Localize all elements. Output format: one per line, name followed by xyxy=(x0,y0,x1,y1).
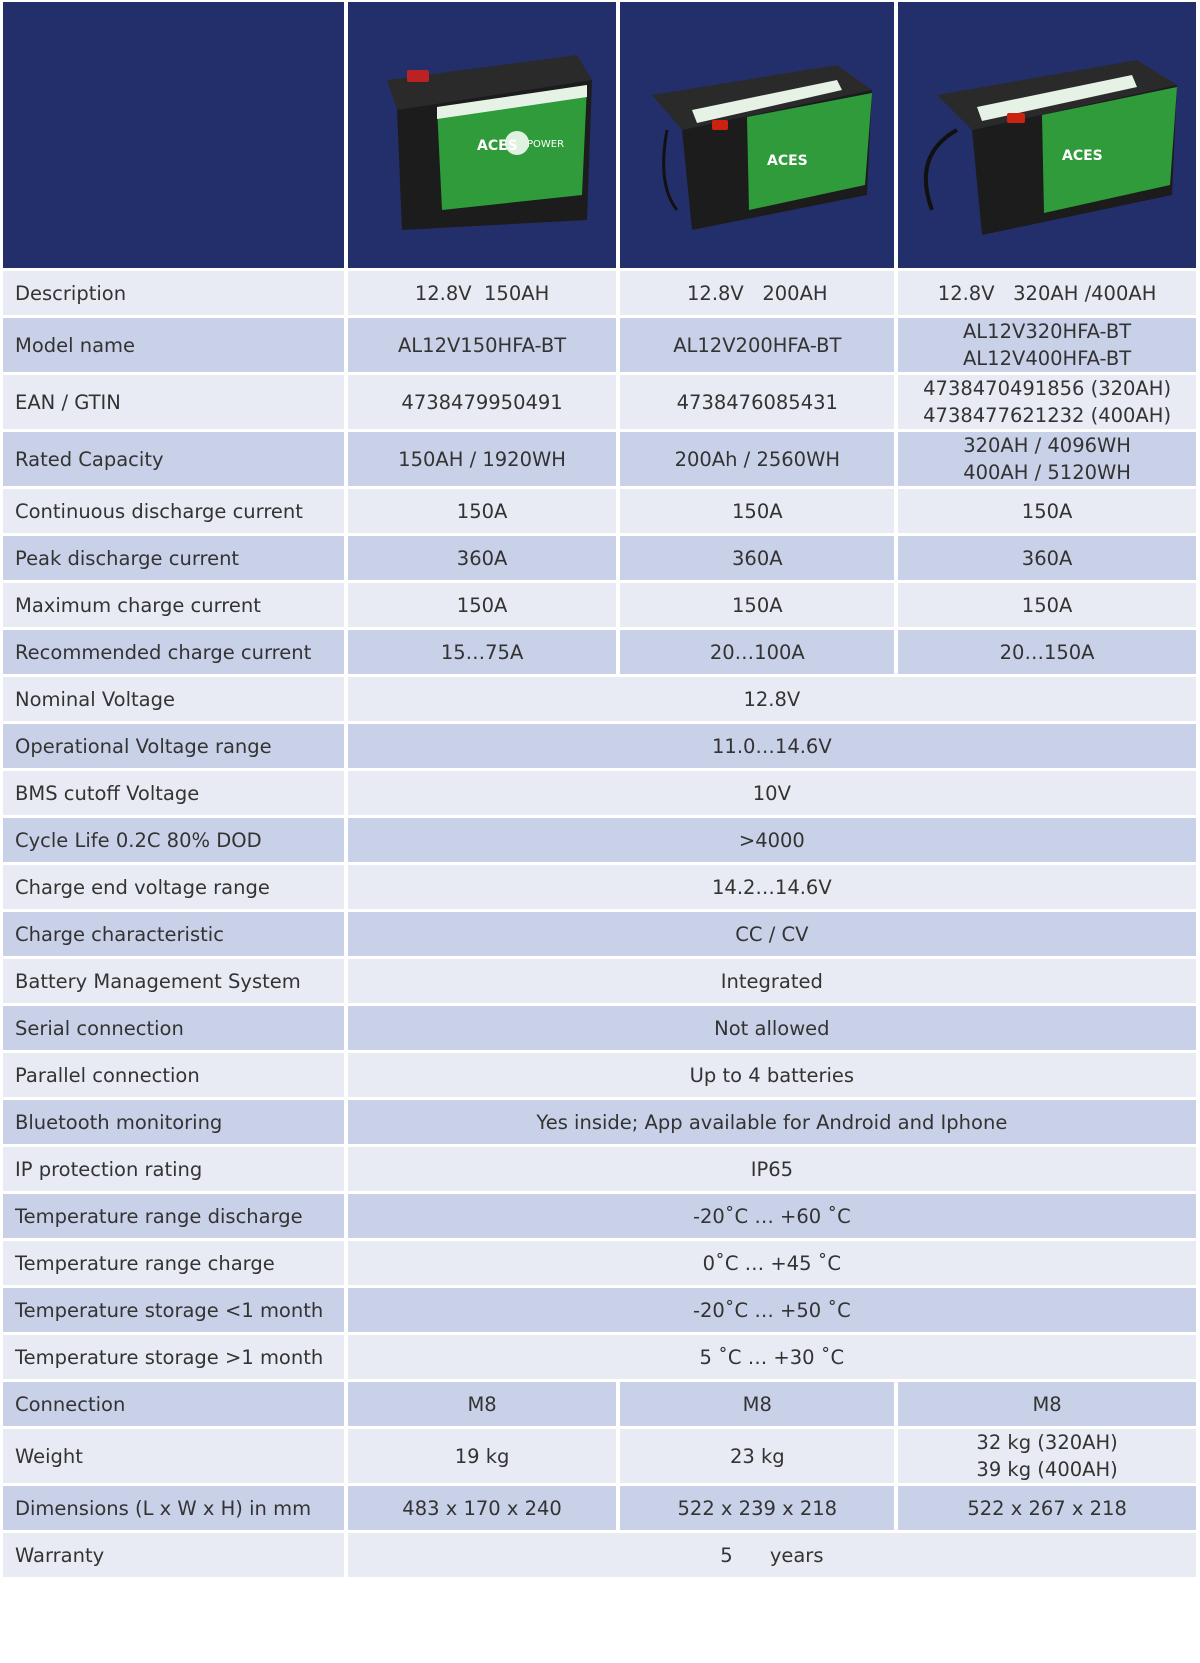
spec-value: Integrated xyxy=(348,959,1196,1003)
spec-value-line: 522 x 267 x 218 xyxy=(967,1496,1127,1520)
spec-value-line: 19 kg xyxy=(454,1444,510,1468)
spec-value xyxy=(348,1382,617,1426)
spec-value: CC / CV xyxy=(348,912,1196,956)
spec-value xyxy=(620,630,894,674)
spec-label: Operational Voltage range xyxy=(3,724,344,768)
spec-label: Continuous discharge current xyxy=(3,489,344,533)
battery-320-400ah-image xyxy=(912,35,1182,235)
spec-value-line: 150A xyxy=(1021,499,1073,523)
spec-value-line: 23 kg xyxy=(729,1444,785,1468)
spec-value-line: 360A xyxy=(456,546,508,570)
spec-label: BMS cutoff Voltage xyxy=(3,771,344,815)
spec-row xyxy=(3,630,1196,674)
spec-value xyxy=(898,1382,1196,1426)
spec-value xyxy=(898,1486,1196,1530)
spec-value-line: M8 xyxy=(467,1392,497,1416)
spec-row xyxy=(3,1288,1196,1332)
battery-150ah-image xyxy=(367,35,597,235)
spec-row xyxy=(3,912,1196,956)
spec-value: 5 ˚C … +30 ˚C xyxy=(348,1335,1196,1379)
spec-value xyxy=(620,489,894,533)
spec-row xyxy=(3,1486,1196,1530)
spec-value-line: 12.8V 320AH /400AH xyxy=(937,281,1157,305)
spec-value-line: 4738476085431 xyxy=(676,390,838,414)
spec-value xyxy=(348,318,617,372)
svg-text:ACES: ACES xyxy=(767,153,809,169)
spec-value: -20˚C … +60 ˚C xyxy=(348,1194,1196,1238)
spec-value xyxy=(348,583,617,627)
spec-row xyxy=(3,1533,1196,1577)
spec-row xyxy=(3,1194,1196,1238)
spec-row xyxy=(3,432,1196,486)
spec-value-line: 320AH / 4096WH xyxy=(963,434,1131,457)
spec-value-line: 200Ah / 2560WH xyxy=(674,447,841,471)
spec-row xyxy=(3,1429,1196,1483)
spec-label: Temperature range discharge xyxy=(3,1194,344,1238)
spec-value xyxy=(898,583,1196,627)
spec-value-line: 12.8V 150AH xyxy=(414,281,550,305)
spec-value xyxy=(348,432,617,486)
spec-row xyxy=(3,771,1196,815)
spec-value xyxy=(898,630,1196,674)
spec-value: 5 years xyxy=(348,1533,1196,1577)
spec-value xyxy=(620,432,894,486)
spec-value-line: 4738479950491 xyxy=(401,390,563,414)
spec-value xyxy=(620,1486,894,1530)
spec-value-line: 360A xyxy=(1021,546,1073,570)
spec-label: Temperature storage <1 month xyxy=(3,1288,344,1332)
spec-row xyxy=(3,375,1196,429)
spec-value xyxy=(620,375,894,429)
spec-value xyxy=(898,432,1196,486)
spec-value: 0˚C … +45 ˚C xyxy=(348,1241,1196,1285)
spec-label: Bluetooth monitoring xyxy=(3,1100,344,1144)
product-image-200ah xyxy=(620,2,894,268)
spec-label: Warranty xyxy=(3,1533,344,1577)
spec-value xyxy=(620,1382,894,1426)
spec-row xyxy=(3,677,1196,721)
spec-label: Peak discharge current xyxy=(3,536,344,580)
spec-row xyxy=(3,959,1196,1003)
spec-value xyxy=(348,489,617,533)
spec-value-line: 20…100A xyxy=(709,640,805,664)
spec-value: 12.8V xyxy=(348,677,1196,721)
spec-label: Description xyxy=(3,271,344,315)
spec-label: Dimensions (L x W x H) in mm xyxy=(3,1486,344,1530)
spec-value xyxy=(348,630,617,674)
spec-value-line: 150A xyxy=(456,499,508,523)
spec-row xyxy=(3,271,1196,315)
spec-row xyxy=(3,1100,1196,1144)
spec-value xyxy=(898,536,1196,580)
spec-value xyxy=(348,1486,617,1530)
spec-label: Charge characteristic xyxy=(3,912,344,956)
spec-label: Cycle Life 0.2C 80% DOD xyxy=(3,818,344,862)
spec-value-line: 4738470491856 (320AH) xyxy=(923,377,1172,400)
spec-value: Yes inside; App available for Android and Iphone xyxy=(348,1100,1196,1144)
spec-row xyxy=(3,536,1196,580)
spec-value: -20˚C … +50 ˚C xyxy=(348,1288,1196,1332)
spec-value xyxy=(348,271,617,315)
svg-text:ACES: ACES xyxy=(477,138,518,154)
spec-value: Not allowed xyxy=(348,1006,1196,1050)
spec-value xyxy=(898,375,1196,429)
spec-value-line: 522 x 239 x 218 xyxy=(677,1496,838,1520)
spec-row xyxy=(3,865,1196,909)
spec-value xyxy=(620,536,894,580)
spec-row xyxy=(3,818,1196,862)
spec-value-line: 400AH / 5120WH xyxy=(963,461,1131,484)
header-row xyxy=(3,2,1196,268)
spec-row xyxy=(3,1006,1196,1050)
spec-row xyxy=(3,1147,1196,1191)
spec-label: EAN / GTIN xyxy=(3,375,344,429)
spec-value xyxy=(620,1429,894,1483)
spec-value-line: 150A xyxy=(732,499,783,523)
battery-200ah-image xyxy=(637,35,877,235)
spec-value: >4000 xyxy=(348,818,1196,862)
spec-row xyxy=(3,489,1196,533)
spec-label: Model name xyxy=(3,318,344,372)
spec-value xyxy=(348,1429,617,1483)
spec-label: Nominal Voltage xyxy=(3,677,344,721)
svg-text:POWER: POWER xyxy=(527,139,565,150)
spec-value: 14.2…14.6V xyxy=(348,865,1196,909)
spec-value-line: AL12V150HFA-BT xyxy=(397,333,567,357)
spec-label: Charge end voltage range xyxy=(3,865,344,909)
spec-value-line: 150A xyxy=(732,593,783,617)
spec-value xyxy=(898,318,1196,372)
spec-label: Connection xyxy=(3,1382,344,1426)
spec-label: Serial connection xyxy=(3,1006,344,1050)
spec-label: Rated Capacity xyxy=(3,432,344,486)
spec-value-line: 150AH / 1920WH xyxy=(398,447,566,471)
spec-label: Recommended charge current xyxy=(3,630,344,674)
spec-value-line: 483 x 170 x 240 xyxy=(402,1496,562,1520)
spec-value-line: 360A xyxy=(732,546,783,570)
spec-label: IP protection rating xyxy=(3,1147,344,1191)
spec-value xyxy=(620,583,894,627)
spec-value-line: 150A xyxy=(456,593,508,617)
spec-value xyxy=(620,271,894,315)
svg-text:ACES: ACES xyxy=(1062,148,1103,164)
spec-value xyxy=(348,536,617,580)
spec-value-line: AL12V320HFA-BT xyxy=(962,320,1132,343)
spec-value-line: 15…75A xyxy=(440,640,524,664)
spec-value-line: AL12V200HFA-BT xyxy=(673,333,842,357)
spec-row xyxy=(3,724,1196,768)
spec-row xyxy=(3,583,1196,627)
spec-value xyxy=(620,318,894,372)
spec-value-line: 150A xyxy=(1021,593,1073,617)
spec-row xyxy=(3,1053,1196,1097)
spec-value-line: 32 kg (320AH) xyxy=(976,1431,1118,1454)
spec-value-line: M8 xyxy=(1032,1392,1062,1416)
product-image-150ah xyxy=(348,2,617,268)
spec-label: Weight xyxy=(3,1429,344,1483)
spec-label: Parallel connection xyxy=(3,1053,344,1097)
spec-row xyxy=(3,318,1196,372)
spec-table-body xyxy=(3,2,1196,1577)
spec-row xyxy=(3,1335,1196,1379)
spec-value xyxy=(898,489,1196,533)
spec-row xyxy=(3,1241,1196,1285)
spec-value: IP65 xyxy=(348,1147,1196,1191)
spec-value-line: M8 xyxy=(742,1392,772,1416)
spec-value: 10V xyxy=(348,771,1196,815)
spec-value xyxy=(898,1429,1196,1483)
spec-value: Up to 4 batteries xyxy=(348,1053,1196,1097)
spec-value: 11.0…14.6V xyxy=(348,724,1196,768)
header-corner-cell xyxy=(3,2,344,268)
spec-value xyxy=(898,271,1196,315)
spec-label: Temperature range charge xyxy=(3,1241,344,1285)
spec-label: Temperature storage >1 month xyxy=(3,1335,344,1379)
spec-value-line: 12.8V 200AH xyxy=(687,281,828,305)
spec-value-line: 20…150A xyxy=(999,640,1095,664)
spec-label: Maximum charge current xyxy=(3,583,344,627)
spec-value-line: AL12V400HFA-BT xyxy=(962,347,1132,370)
spec-label: Battery Management System xyxy=(3,959,344,1003)
spec-value-line: 39 kg (400AH) xyxy=(976,1458,1118,1481)
product-image-320-400ah xyxy=(898,2,1196,268)
spec-value xyxy=(348,375,617,429)
spec-value-line: 4738477621232 (400AH) xyxy=(923,404,1172,427)
spec-row xyxy=(3,1382,1196,1426)
